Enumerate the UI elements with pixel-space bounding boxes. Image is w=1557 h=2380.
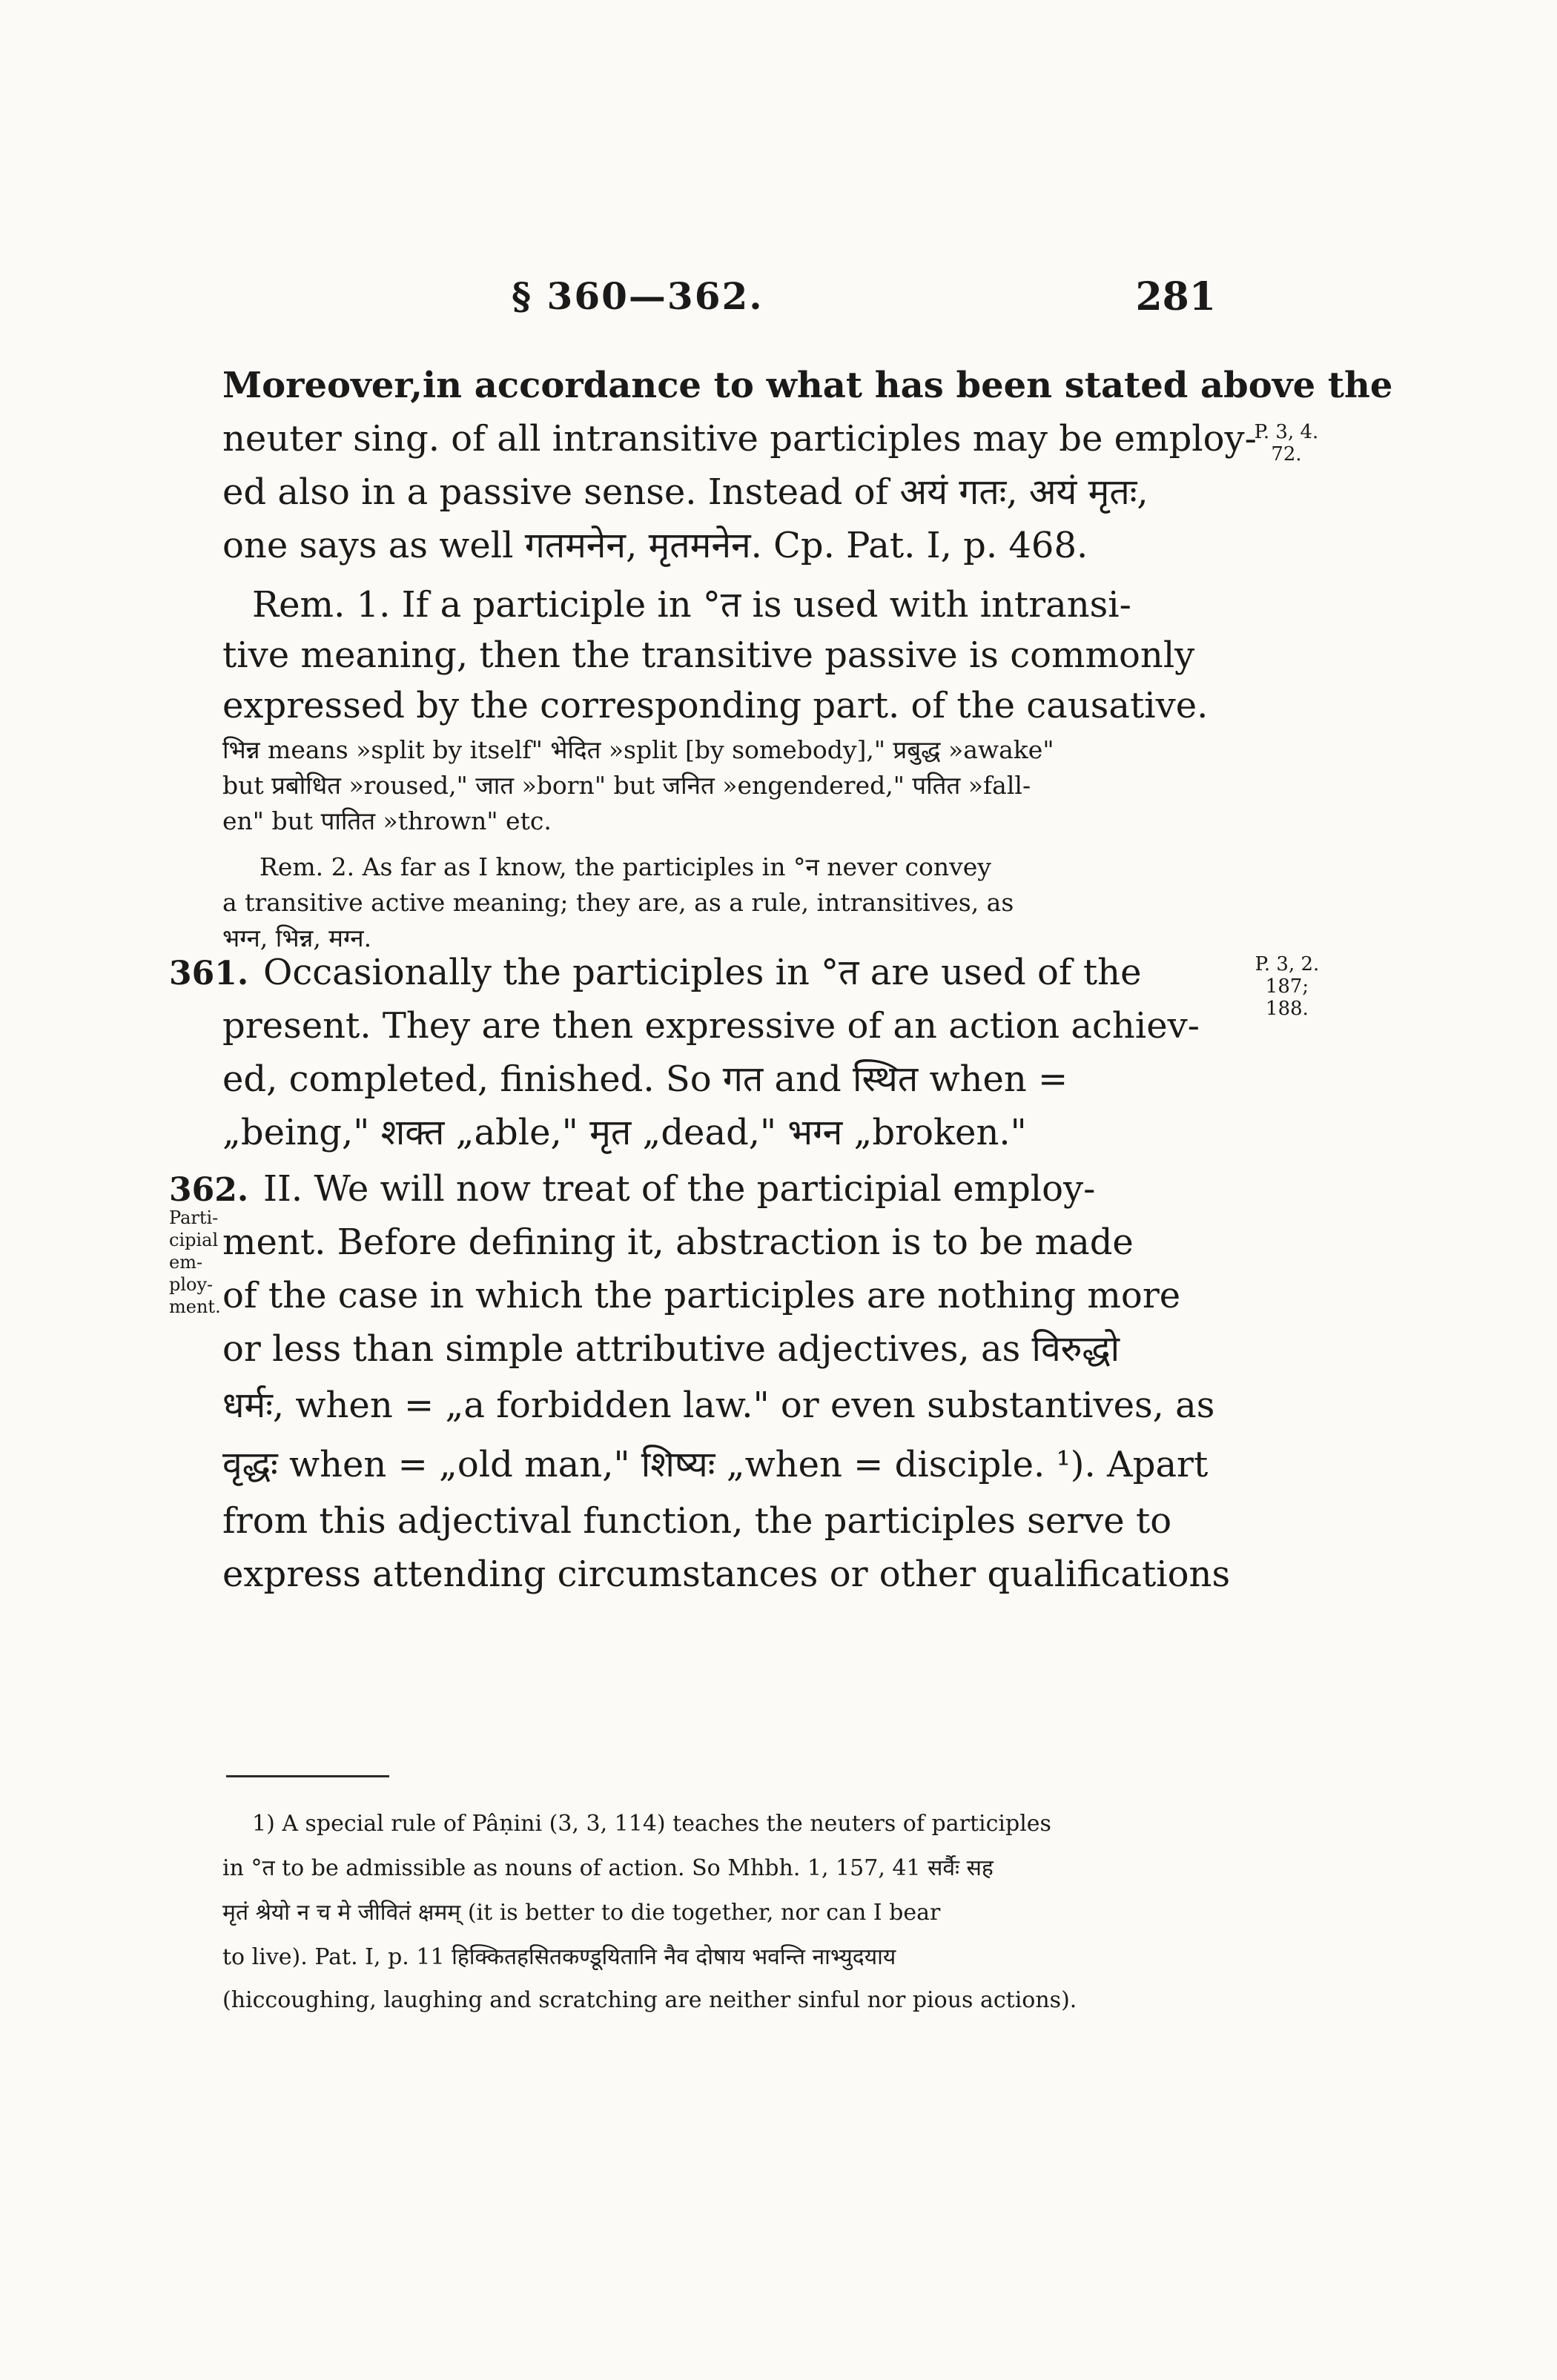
footnote-line: (hiccoughing, laughing and scratching are neither sinful nor pious actions). xyxy=(222,1987,1077,2013)
running-head xyxy=(222,274,1246,334)
side-label-line: em- xyxy=(169,1252,203,1273)
body-line: Rem. 1. If a participle in °त is used with intransi- xyxy=(252,584,1131,626)
small-line: भग्न, भिन्न, मग्न. xyxy=(222,924,372,952)
footnote-rule xyxy=(226,1775,389,1777)
small-line: en" but पातित »thrown" etc. xyxy=(222,806,552,835)
side-label-line: cipial xyxy=(169,1230,219,1250)
body-line: ed also in a passive sense. Instead of अयं गतः, अयं मृतः, xyxy=(222,471,1148,513)
body-line: express attending circumstances or other qualifications xyxy=(222,1554,1231,1595)
body-line: वृद्धः when = „old man," शिष्यः „when = disciple. ¹). Apart xyxy=(222,1444,1209,1485)
body-line: or less than simple attributive adjectives, as विरुद्धो xyxy=(222,1328,1120,1370)
body-line: ment. Before defining it, abstraction is to be made xyxy=(222,1222,1134,1263)
body-line: II. We will now treat of the participial employ- xyxy=(263,1168,1096,1210)
footnote-line: मृतं श्रेयो न च मे जीवितं क्षमम् (it is better to die together, nor can I bear xyxy=(222,1900,941,1926)
footnote-line: 1) A special rule of Pâṇini (3, 3, 114) teaches the neuters of participles xyxy=(252,1811,1051,1837)
body-line: one says as well गतमनेन, मृतमनेन. Cp. Pat. I, p. 468. xyxy=(222,525,1088,566)
page-number: 281 xyxy=(1135,274,1216,319)
small-line: भिन्न means »split by itself" भेदित »split [by somebody]," प्रबुद्ध »awake" xyxy=(222,735,1054,764)
small-line: a transitive active meaning; they are, as a rule, intransitives, as xyxy=(222,888,1014,917)
footnote-line: to live). Pat. I, p. 11 हिक्कितहसितकण्डूयितानि नैव दोषाय भवन्ति नाभ्युदयाय xyxy=(222,1944,896,1970)
body-line: Moreover,in accordance to what has been stated above the xyxy=(222,365,1393,406)
body-line: „being," शक्त „able," मृत „dead," भग्न „broken." xyxy=(222,1112,1027,1153)
body-line: from this adjectival function, the participles serve to xyxy=(222,1500,1172,1542)
body-line: neuter sing. of all intransitive participles may be employ- xyxy=(222,418,1257,460)
small-line: but प्रबोधित »roused," जात »born" but जनित »engendered," पतित »fall- xyxy=(222,771,1031,800)
body-line: of the case in which the participles are nothing more xyxy=(222,1275,1181,1316)
section-number: 361. xyxy=(169,955,249,992)
side-label-line: ment. xyxy=(169,1296,221,1317)
footnote-line: in °त to be admissible as nouns of action. So Mhbh. 1, 157, 41 सर्वैः सह xyxy=(222,1855,994,1881)
body-line: धर्मः, when = „a forbidden law." or even substantives, as xyxy=(222,1385,1215,1426)
small-line: Rem. 2. As far as I know, the participles in °न never convey xyxy=(260,852,991,881)
side-label-line: ploy- xyxy=(169,1274,214,1295)
body-line: expressed by the corresponding part. of the causative. xyxy=(222,685,1209,726)
margin-note: P. 3, 4. 72. xyxy=(1254,421,1319,465)
side-label-line: Parti- xyxy=(169,1207,219,1228)
body-line: present. They are then expressive of an action achiev- xyxy=(222,1005,1200,1047)
side-label xyxy=(169,1207,221,1318)
section-reference: § 360—362. xyxy=(512,274,764,318)
body-line: tive meaning, then the transitive passive is commonly xyxy=(222,634,1195,676)
margin-note: P. 3, 2. 187; 188. xyxy=(1254,953,1320,1020)
body-line: ed, completed, finished. So गत and स्थित when = xyxy=(222,1058,1068,1100)
body-line: Occasionally the participles in °त are used of the xyxy=(263,952,1142,993)
section-number: 362. xyxy=(169,1171,249,1209)
